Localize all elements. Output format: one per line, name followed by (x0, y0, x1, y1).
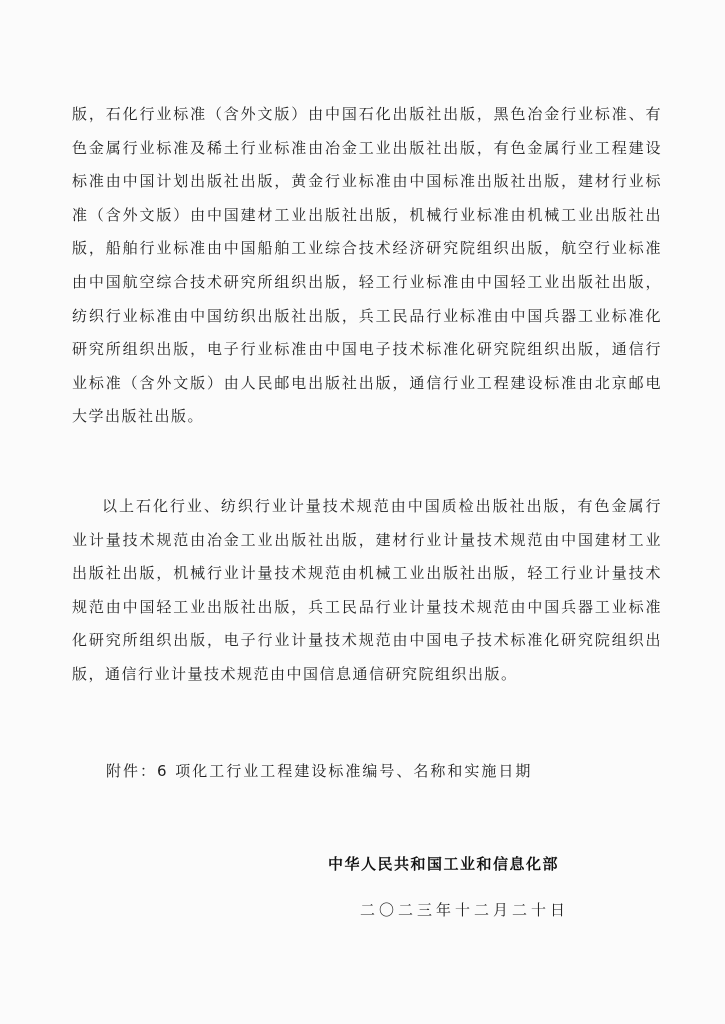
body-paragraph-metrology: 以上石化行业、纺织行业计量技术规范由中国质检出版社出版，有色金属行业计量技术规范由冶金工业出版社出版，建材行业计量技术规范由中国建材工业出版社出版，机械行业计量技术规范由机械工业出版社出版，轻工行业计量技术规范由中国轻工业出版社出版，兵工民品行业计量技术规范由中国兵器工业标准化研究所组织出版，电子行业计量技术规范由中国电子技术标准化研究院组织出版，通信行业计量技术规范由中国信息通信研究院组织出版。 (72, 497, 662, 683)
attachment-note: 附件：6 项化工行业工程建设标准编号、名称和实施日期 (106, 762, 533, 780)
issue-date: 二〇二三年十二月二十日 (360, 901, 570, 919)
body-paragraph-publishers: 版，石化行业标准（含外文版）由中国石化出版社出版，黑色冶金行业标准、有色金属行业标准及稀土行业标准由冶金工业出版社出版，有色金属行业工程建设标准由中国计划出版社出版，黄金行业标准由中国标准出版社出版，建材行业标准（含外文版）由中国建材工业出版社出版，机械行业标准由机械工业出版社出版，船舶行业标准由中国船舶工业综合技术经济研究院组织出版，航空行业标准由中国航空综合技术研究所组织出版，轻工行业标准由中国轻工业出版社出版，纺织行业标准由中国纺织出版社出版，兵工民品行业标准由中国兵器工业标准化研究所组织出版，电子行业标准由中国电子技术标准化研究院组织出版，通信行业标准（含外文版）由人民邮电出版社出版，通信行业工程建设标准由北京邮电大学出版社出版。 (72, 105, 662, 426)
issuing-authority: 中华人民共和国工业和信息化部 (328, 855, 560, 873)
